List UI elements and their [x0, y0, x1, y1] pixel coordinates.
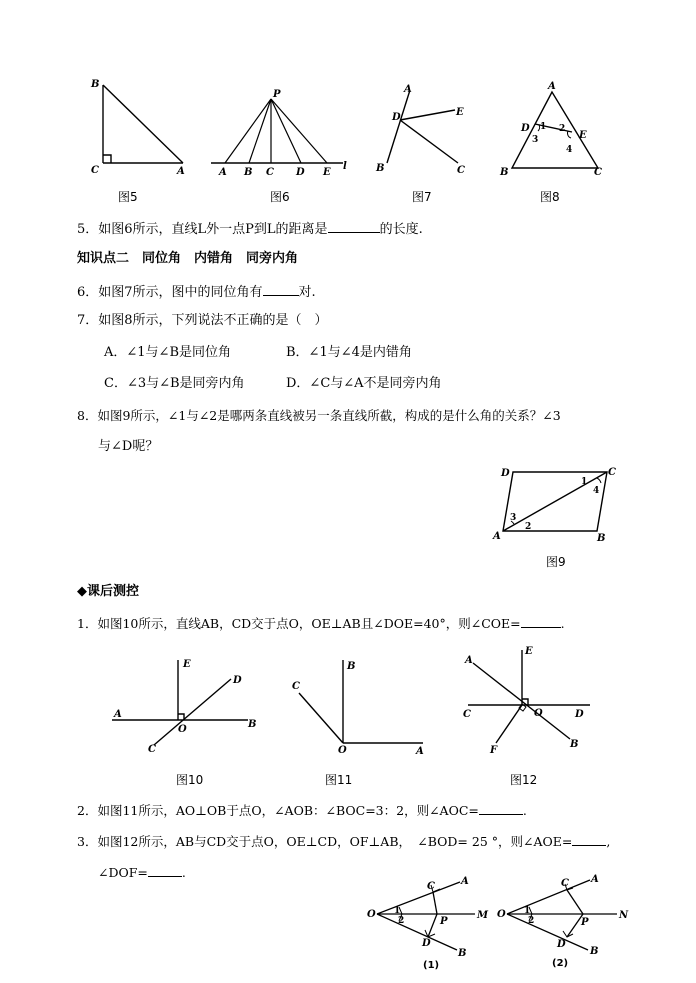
fig6-label-A: A — [219, 167, 227, 178]
fig5-label-C: C — [91, 165, 99, 176]
q6-text: 6．如图7所示，图中的同位角有 — [77, 285, 263, 300]
fig8-label-C: C — [594, 167, 602, 178]
fig6-label-l: l — [343, 161, 347, 172]
fig9-label-D: D — [501, 468, 510, 479]
q6-text-end: 对. — [298, 285, 316, 300]
figure-6 — [205, 85, 355, 185]
h1-text-end: . — [560, 616, 565, 631]
h3-answer-blank[interactable] — [572, 833, 606, 846]
fig9-num-2: 2 — [525, 522, 532, 532]
section-heading-2: 知识点二 同位角 内错角 同旁内角 — [77, 251, 299, 266]
fig12-caption: 图12 — [510, 773, 538, 787]
fig12-label-E: E — [525, 646, 533, 657]
bfig2-label-A: A — [591, 874, 599, 885]
fig10-caption: 图10 — [176, 773, 204, 787]
fig11-label-B: B — [347, 661, 356, 672]
h2-answer-blank[interactable] — [479, 802, 523, 815]
q7-option-c: C．∠3与∠B是同旁内角 — [104, 376, 245, 391]
fig8-caption: 图8 — [540, 190, 560, 204]
fig12-label-C: C — [463, 709, 471, 720]
bfig2-label-C: C — [561, 878, 569, 889]
h2-text-end: . — [522, 803, 527, 818]
bfig1-label-D: D — [422, 938, 431, 949]
fig12-label-F: F — [490, 745, 498, 756]
fig9-label-C: C — [608, 467, 616, 478]
fig6-label-E: E — [323, 167, 331, 178]
fig12-label-D: D — [575, 709, 584, 720]
figure-9 — [493, 462, 623, 542]
bfig2-caption: (2) — [552, 958, 569, 969]
fig11-label-A: A — [416, 746, 424, 757]
bfig2-num-1: 1 — [524, 906, 531, 916]
bfig1-caption: (1) — [423, 960, 440, 971]
bfig2-label-B: B — [590, 946, 599, 957]
q7-option-a: A．∠1与∠B是同位角 — [104, 345, 231, 360]
fig9-label-A: A — [493, 531, 501, 542]
fig11-caption: 图11 — [325, 773, 353, 787]
bfig1-label-M: M — [477, 910, 489, 921]
fig12-label-O: O — [534, 708, 543, 719]
fig10-label-B: B — [248, 719, 257, 730]
bfig1-num-1: 1 — [394, 906, 401, 916]
figure-7 — [370, 80, 470, 185]
h1-text: 1．如图10所示，直线AB，CD交于点O，OE⊥AB且∠DOE=40°，则∠COE= — [77, 616, 521, 631]
bfig1-label-A: A — [461, 876, 469, 887]
figure-12 — [458, 645, 598, 760]
fig8-num-4: 4 — [566, 145, 573, 155]
fig7-label-C: C — [457, 165, 465, 176]
h3b-text: ∠DOF= — [98, 865, 148, 880]
q7-option-b: B．∠1与∠4是内错角 — [286, 345, 412, 360]
bfig2-num-2: 2 — [528, 916, 535, 926]
h3b-answer-blank[interactable] — [148, 864, 182, 877]
q7-option-d: D．∠C与∠A不是同旁内角 — [286, 376, 442, 391]
fig8-num-1: 1 — [540, 122, 547, 132]
question-8-line1: 8．如图9所示，∠1与∠2是哪两条直线被另一条直线所截，构成的是什么角的关系？∠3 — [77, 408, 561, 423]
bfig1-label-C: C — [427, 881, 435, 892]
fig12-label-B: B — [570, 739, 579, 750]
fig5-label-B: B — [91, 79, 100, 90]
bfig2-label-D: D — [557, 939, 566, 950]
fig12-label-A: A — [465, 655, 473, 666]
question-8-line2: 与∠D呢？ — [98, 439, 159, 454]
fig11-label-O: O — [338, 745, 347, 756]
fig10-label-C: C — [148, 744, 156, 755]
fig7-caption: 图7 — [412, 190, 432, 204]
h1-answer-blank[interactable] — [521, 615, 561, 628]
bfig1-label-B: B — [458, 948, 467, 959]
fig9-num-3: 3 — [510, 513, 517, 523]
fig11-label-C: C — [292, 681, 300, 692]
fig10-label-O: O — [178, 724, 187, 735]
bottom-figure-1 — [365, 872, 495, 957]
figure-8 — [495, 78, 610, 185]
fig8-label-E: E — [579, 130, 587, 141]
bfig2-label-P: P — [581, 917, 589, 928]
fig6-label-P: P — [273, 89, 281, 100]
homework-3 — [77, 833, 610, 850]
fig5-label-A: A — [177, 166, 185, 177]
fig6-label-B: B — [244, 167, 253, 178]
bfig2-label-N: N — [619, 910, 629, 921]
fig8-num-2: 2 — [559, 124, 566, 134]
fig8-label-B: B — [500, 167, 509, 178]
fig8-label-D: D — [521, 123, 530, 134]
fig10-label-A: A — [114, 709, 122, 720]
bottom-figure-2 — [495, 870, 635, 957]
fig8-num-3: 3 — [532, 135, 539, 145]
q5-text: 5．如图6所示，直线L外一点P到L的距离是 — [77, 222, 328, 237]
fig6-label-D: D — [296, 167, 305, 178]
h3-text: 3．如图12所示，AB与CD交于点O，OE⊥CD，OF⊥AB， ∠BOD= 25 °，则∠AOE= — [77, 834, 573, 849]
q6-answer-blank[interactable] — [263, 283, 299, 296]
figure-10 — [110, 655, 260, 755]
bfig1-label-O: O — [367, 909, 376, 920]
fig9-num-4: 4 — [593, 486, 600, 496]
q5-text-end: 的长度. — [379, 222, 423, 237]
bfig1-num-2: 2 — [398, 916, 405, 926]
fig9-label-B: B — [597, 533, 606, 544]
fig6-caption: 图6 — [270, 190, 290, 204]
fig7-label-A: A — [404, 84, 412, 95]
figure-11 — [285, 655, 435, 755]
h3b-text-end: . — [181, 865, 186, 880]
h2-text: 2．如图11所示，AO⊥OB于点O，∠AOB：∠BOC=3：2，则∠AOC= — [77, 803, 479, 818]
question-7-stem: 7．如图8所示，下列说法不正确的是（ ） — [77, 313, 328, 328]
fig10-label-E: E — [183, 659, 191, 670]
fig7-label-D: D — [392, 112, 401, 123]
fig7-label-E: E — [456, 107, 464, 118]
bfig1-label-P: P — [440, 916, 448, 927]
homework-2 — [77, 802, 527, 819]
figure-5 — [88, 75, 198, 185]
question-5 — [77, 220, 423, 238]
question-6 — [77, 283, 316, 301]
section-heading-3: ◆课后测控 — [77, 584, 139, 599]
bfig2-label-O: O — [497, 909, 506, 920]
fig9-caption: 图9 — [546, 555, 566, 569]
fig7-label-B: B — [376, 163, 385, 174]
fig5-caption: 图5 — [118, 190, 138, 204]
fig9-num-1: 1 — [581, 477, 588, 487]
fig6-label-C: C — [266, 167, 274, 178]
fig8-label-A: A — [548, 81, 556, 92]
homework-3-line2 — [98, 864, 186, 881]
homework-1 — [77, 615, 565, 632]
q5-answer-blank[interactable] — [328, 220, 380, 233]
fig10-label-D: D — [233, 675, 242, 686]
h3-text-end: , — [606, 834, 611, 849]
